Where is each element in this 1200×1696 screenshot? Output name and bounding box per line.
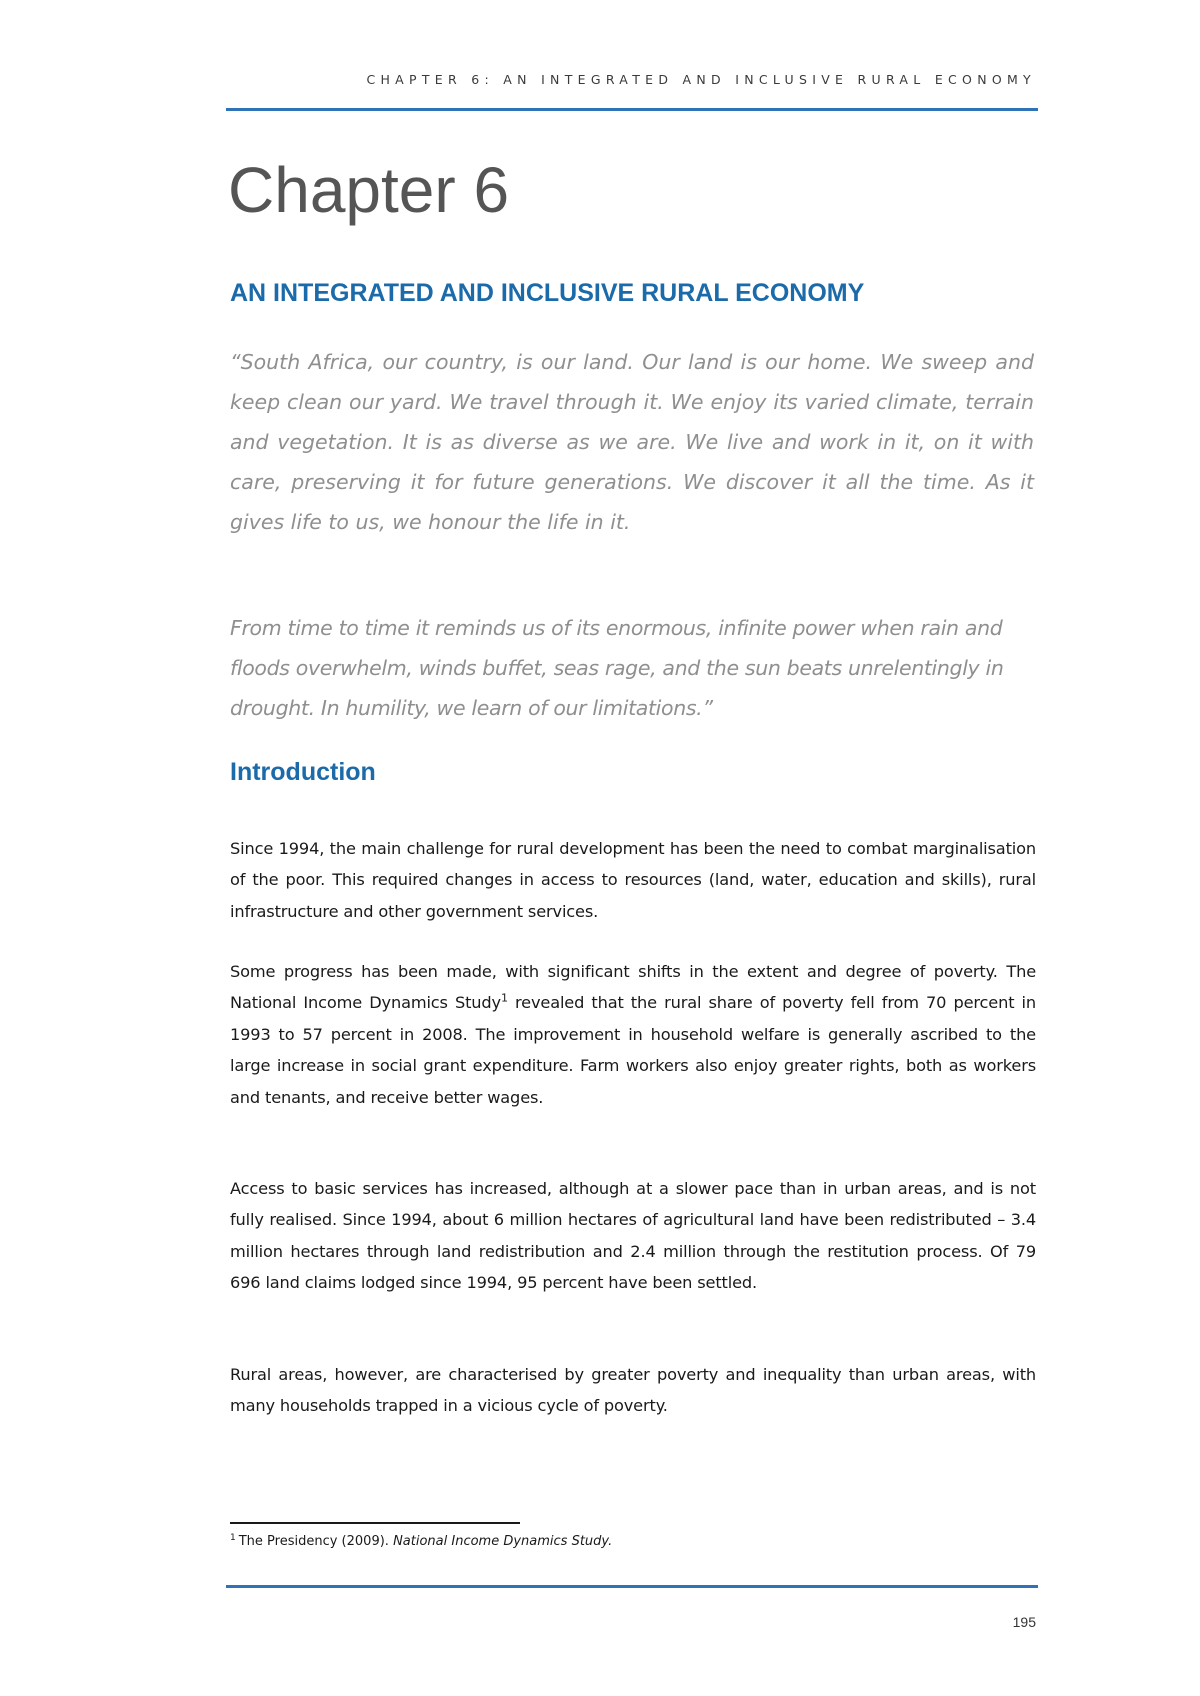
epigraph-paragraph-2: From time to time it reminds us of its enormous, infinite power when rain and floods overwhelm, winds buffet, seas rage, and the sun beats unrelentingly in drought. In humility, we learn of our limitations.” (230, 616, 1004, 720)
chapter-title: Chapter 6 (228, 154, 510, 226)
body-paragraph-2-end: revealed that the rural share of poverty fell from 70 percent in 1993 to 57 percent in 2008. The improvement in household welfare is generally ascribed to the large increase in social grant expenditure. Farm workers also enjoy greater rights, both as workers and tenants, and receive better wages. (230, 993, 1037, 1107)
epigraph-paragraph-1: “South Africa, our country, is our land. Our land is our home. We sweep and keep clean our yard. We travel through it. We enjoy its varied climate, terrain and vegetation. It is as diverse as we are. We live and work in it, on it with care, preserving it for future generations. We discover it all the time. As it gives life to us, we honour the life in it. (230, 350, 1034, 534)
body-paragraph-4: Rural areas, however, are characterised by greater poverty and inequality than urban areas, with many households trapped in a vicious cycle of poverty. (230, 1365, 1036, 1416)
header-rule (226, 108, 1038, 111)
body-paragraph-2-start: Some progress has been made, with significant shifts in the extent and degree of poverty. The National Income Dynamics Study (230, 962, 1036, 1013)
chapter-subtitle: AN INTEGRATED AND INCLUSIVE RURAL ECONOMY (230, 279, 865, 307)
section-heading-introduction: Introduction (230, 758, 376, 786)
footnote (230, 1532, 612, 1552)
footnote-separator (230, 1522, 520, 1524)
footer-rule (226, 1585, 1038, 1588)
footnote-title: National Income Dynamics Study. (393, 1534, 613, 1549)
body-paragraph-3: Access to basic services has increased, although at a slower pace than in urban areas, and is not fully realised. Since 1994, about 6 million hectares of agricultural land have been redistributed – 3.4 million hectares through land redistribution and 2.4 million through the restitution process. Of 79 696 land claims lodged since 1994, 95 percent have been settled. (230, 1179, 1036, 1293)
footnote-text: The Presidency (2009). (238, 1534, 394, 1549)
page-number: 195 (1012, 1614, 1036, 1630)
body-paragraph-2 (230, 956, 1036, 1113)
footnote-reference[interactable]: 1 (500, 992, 508, 1006)
footnote-number: 1 (230, 1532, 236, 1543)
running-header: CHAPTER 6: AN INTEGRATED AND INCLUSIVE RURAL ECONOMY (366, 72, 1036, 87)
body-paragraph-1: Since 1994, the main challenge for rural development has been the need to combat marginalisation of the poor. This required changes in access to resources (land, water, education and skills), rural infrastructure and other government services. (230, 839, 1036, 921)
